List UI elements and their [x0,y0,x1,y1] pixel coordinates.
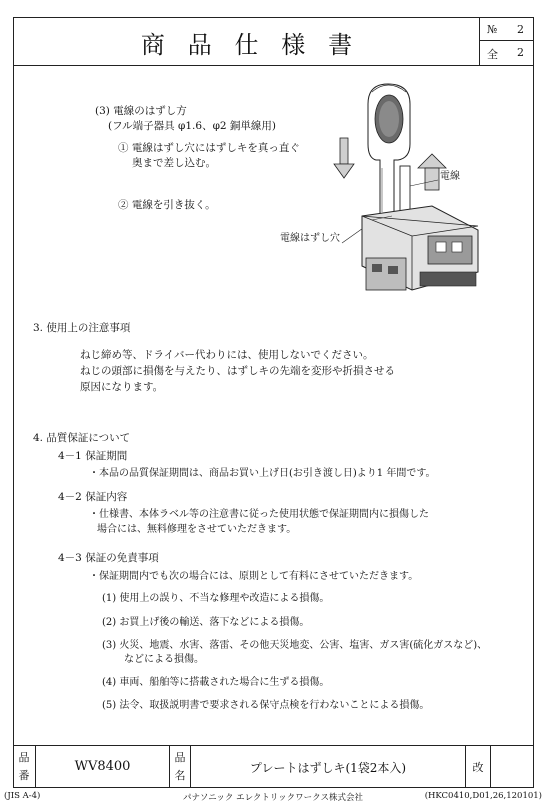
paper-size-note: (JIS A-4) [4,791,41,801]
hinmei-value-cell [190,746,465,788]
removal-sub: (フル端子器具 φ1.6、φ2 銅単線用) [108,120,277,132]
company-name: パナソニック エレクトリックワークス株式会社 [182,793,363,803]
hinban-label-cell [14,746,35,788]
exemption-item: (1) 使用上の誤り、不当な修理や改造による損傷。 [102,593,330,604]
section3-line3: 原因になります。 [80,381,164,393]
hinmei-value: プレートはずしキ(1袋2本入) [249,761,407,775]
kai-label-cell [465,746,490,788]
removal-step2: ② 電線を引き抜く。 [118,199,216,211]
hinban-label-1: 品 [18,751,30,764]
section4-2-line1: ・仕様書、本体ラベル等の注意書に従った使用状態で保証期間内に損傷した [89,509,429,520]
hinban-value-cell [35,746,169,788]
page-number-box [479,18,533,65]
kai-value-cell [490,746,533,788]
hinmei-label [170,749,190,785]
section4-3-title: 4－3 保証の免責事項 [58,552,159,564]
exemption-item: (3) 火災、地震、水害、落雷、その他天災地変、公害、塩害、ガス害(硫化ガスなど)、 [102,640,488,651]
hinmei-label-2: 名 [174,769,186,782]
page-no-label: № [487,23,498,36]
removal-step1-line1: ① 電線はずし穴にはずしキを真っ直ぐ [118,142,300,154]
wiring-device-icon [362,206,478,290]
exemption-item: (5) 法令、取扱説明書で要求される保守点検を行わないことによる損傷。 [102,700,430,711]
section4-1-text: ・本品の品質保証期間は、商品お買い上げ日(お引き渡し日)より1 年間です。 [89,468,436,479]
section3-line2: ねじの頭部に損傷を与えたり、はずしキの先端を変形や折損させる [80,365,395,377]
push-arrow-icon [334,138,354,178]
section4-2-title: 4－2 保証内容 [58,491,128,503]
exemption-item-cont: などによる損傷。 [124,654,204,665]
wire-label: 電線 [440,171,460,182]
page-no-row [480,18,534,41]
section3-heading: 3. 使用上の注意事項 [33,322,131,334]
header [14,18,533,66]
section4-1-title: 4－1 保証期間 [58,450,128,462]
removal-heading: (3) 電線のはずし方 [95,105,187,117]
hinban-value: WV8400 [74,759,131,774]
removal-illustration [280,76,482,310]
page-total-value: 2 [517,46,524,59]
page-total-row [480,41,534,64]
section4-3-intro: ・保証期間内でも次の場合には、原則として有料にさせていただきます。 [89,571,419,582]
section4-2-line2: 場合には、無料修理をさせていただきます。 [97,524,297,535]
section4-heading: 4. 品質保証について [33,432,131,444]
exemption-item: (4) 車両、船舶等に搭載された場合に生ずる損傷。 [102,677,330,688]
hinmei-label-1: 品 [174,751,186,764]
kai-label: 改 [472,761,484,774]
hinban-label-2: 番 [18,769,30,782]
page-no-value: 2 [517,23,524,36]
section3-line1: ねじ締め等、ドライバー代わりには、使用しないでください。 [80,349,374,361]
spec-sheet-frame [13,17,534,788]
hinban-label [14,749,34,785]
page-title: 商品仕様書 [140,31,375,59]
hinmei-label-cell [169,746,190,788]
removal-step1-line2: 奥まで差し込む。 [132,157,216,169]
footer-table [14,745,533,787]
hole-label: 電線はずし穴 [280,233,340,244]
exemption-item: (2) お買上げ後の輸送、落下などによる損傷。 [102,617,310,628]
page-total-label: 全 [487,48,498,61]
document-code: (HKC0410,D01,26,120101) [424,791,542,801]
